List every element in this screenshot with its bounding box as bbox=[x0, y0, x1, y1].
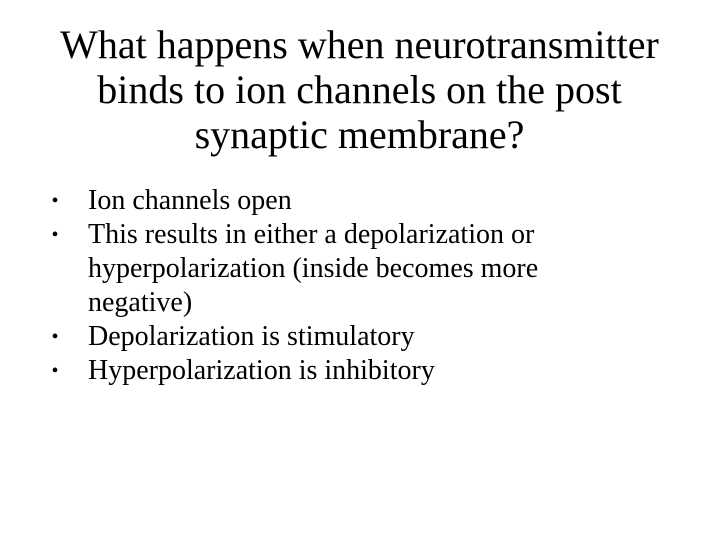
bullet-dot-icon: • bbox=[51, 360, 59, 382]
bullet-list bbox=[40, 184, 700, 388]
bullet-text: Depolarization is stimulatory bbox=[88, 321, 415, 352]
bullet-text: negative) bbox=[88, 287, 193, 318]
slide-title-line: binds to ion channels on the post bbox=[97, 67, 622, 112]
bullet-dot-icon: • bbox=[51, 190, 59, 212]
bullet-item-hyperpolarization-inhibitory bbox=[40, 354, 700, 388]
bullet-text: Ion channels open bbox=[88, 185, 292, 216]
bullet-item-depolarization-or-hyperpolarization bbox=[40, 218, 700, 320]
bullet-text: hyperpolarization (inside becomes more bbox=[88, 253, 539, 284]
slide-title bbox=[20, 22, 699, 157]
slide-title-line: What happens when neurotransmitter bbox=[60, 22, 659, 67]
bullet-item-depolarization-stimulatory bbox=[40, 320, 700, 354]
bullet-text: Hyperpolarization is inhibitory bbox=[88, 355, 435, 386]
bullet-dot-icon: • bbox=[51, 326, 59, 348]
bullet-text: This results in either a depolarization or bbox=[88, 219, 535, 250]
bullet-dot-icon: • bbox=[51, 224, 59, 246]
slide-title-line: synaptic membrane? bbox=[194, 112, 525, 157]
bullet-item-ion-channels-open bbox=[40, 184, 700, 218]
